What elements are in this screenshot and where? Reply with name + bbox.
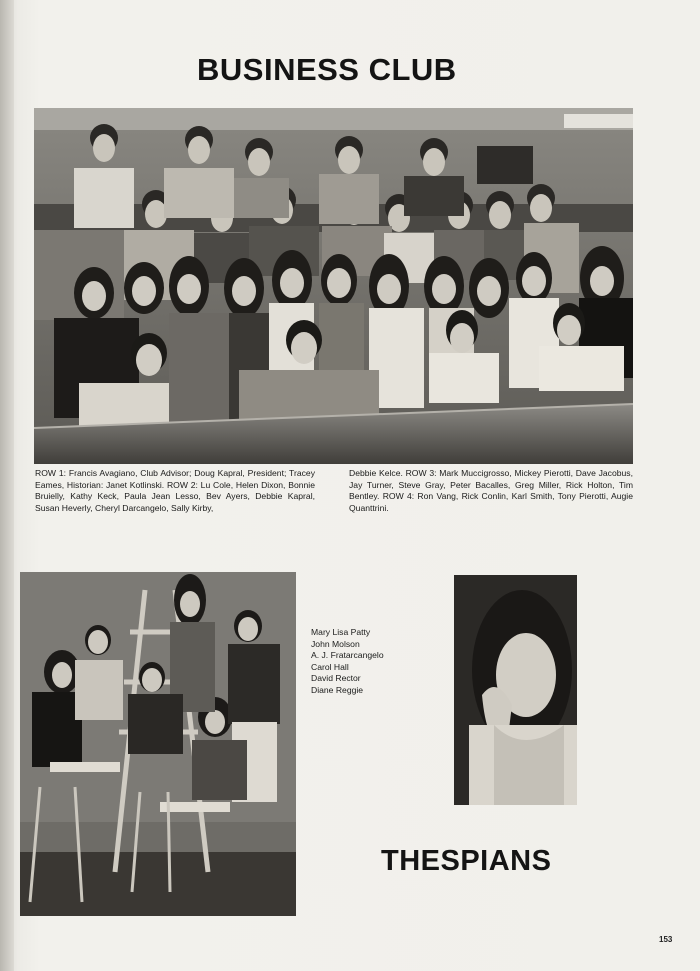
member-name: Carol Hall xyxy=(311,661,349,672)
page-number: 153 xyxy=(659,935,673,944)
thespians-title: THESPIANS xyxy=(381,845,552,877)
member-name: David Rector xyxy=(311,673,361,684)
member-name: A. J. Fratarcangelo xyxy=(311,650,384,661)
thespians-member-list xyxy=(311,627,384,697)
thespian-portrait-photo xyxy=(454,575,577,805)
member-name: Diane Reggie xyxy=(311,684,364,695)
business-club-title: BUSINESS CLUB xyxy=(197,52,457,87)
member-name: John Molson xyxy=(311,638,360,649)
thespians-group-photo xyxy=(20,572,296,916)
business-club-caption-right: Debbie Kelce. ROW 3: Mark Muccigrosso, Mickey Pierotti, Dave Jacobus, Jay Turner, Steve Gray, Peter Bacalles, Greg Miller, Rick Holton, Tim Bentley. ROW 4: Ron Vang, Rick Conlin, Karl Smith, Tony Pierotti, Augie Quanttrini. xyxy=(349,468,633,513)
page-binding-shadow xyxy=(0,0,14,971)
member-name: Mary Lisa Patty xyxy=(311,627,371,637)
business-club-group-photo xyxy=(34,108,633,464)
business-club-caption-left: ROW 1: Francis Avagiano, Club Advisor; Doug Kapral, President; Tracey Eames, Historian: Janet Kotlinski. ROW 2: Lu Cole, Helen Dixon, Bonnie Bruielly, Kathy Keck, Paula Jean Lesso, Bev Ayers, Debbie Kapral, Susan Heverly, Cheryl Darcangelo, Sally Kirby, xyxy=(35,468,315,513)
